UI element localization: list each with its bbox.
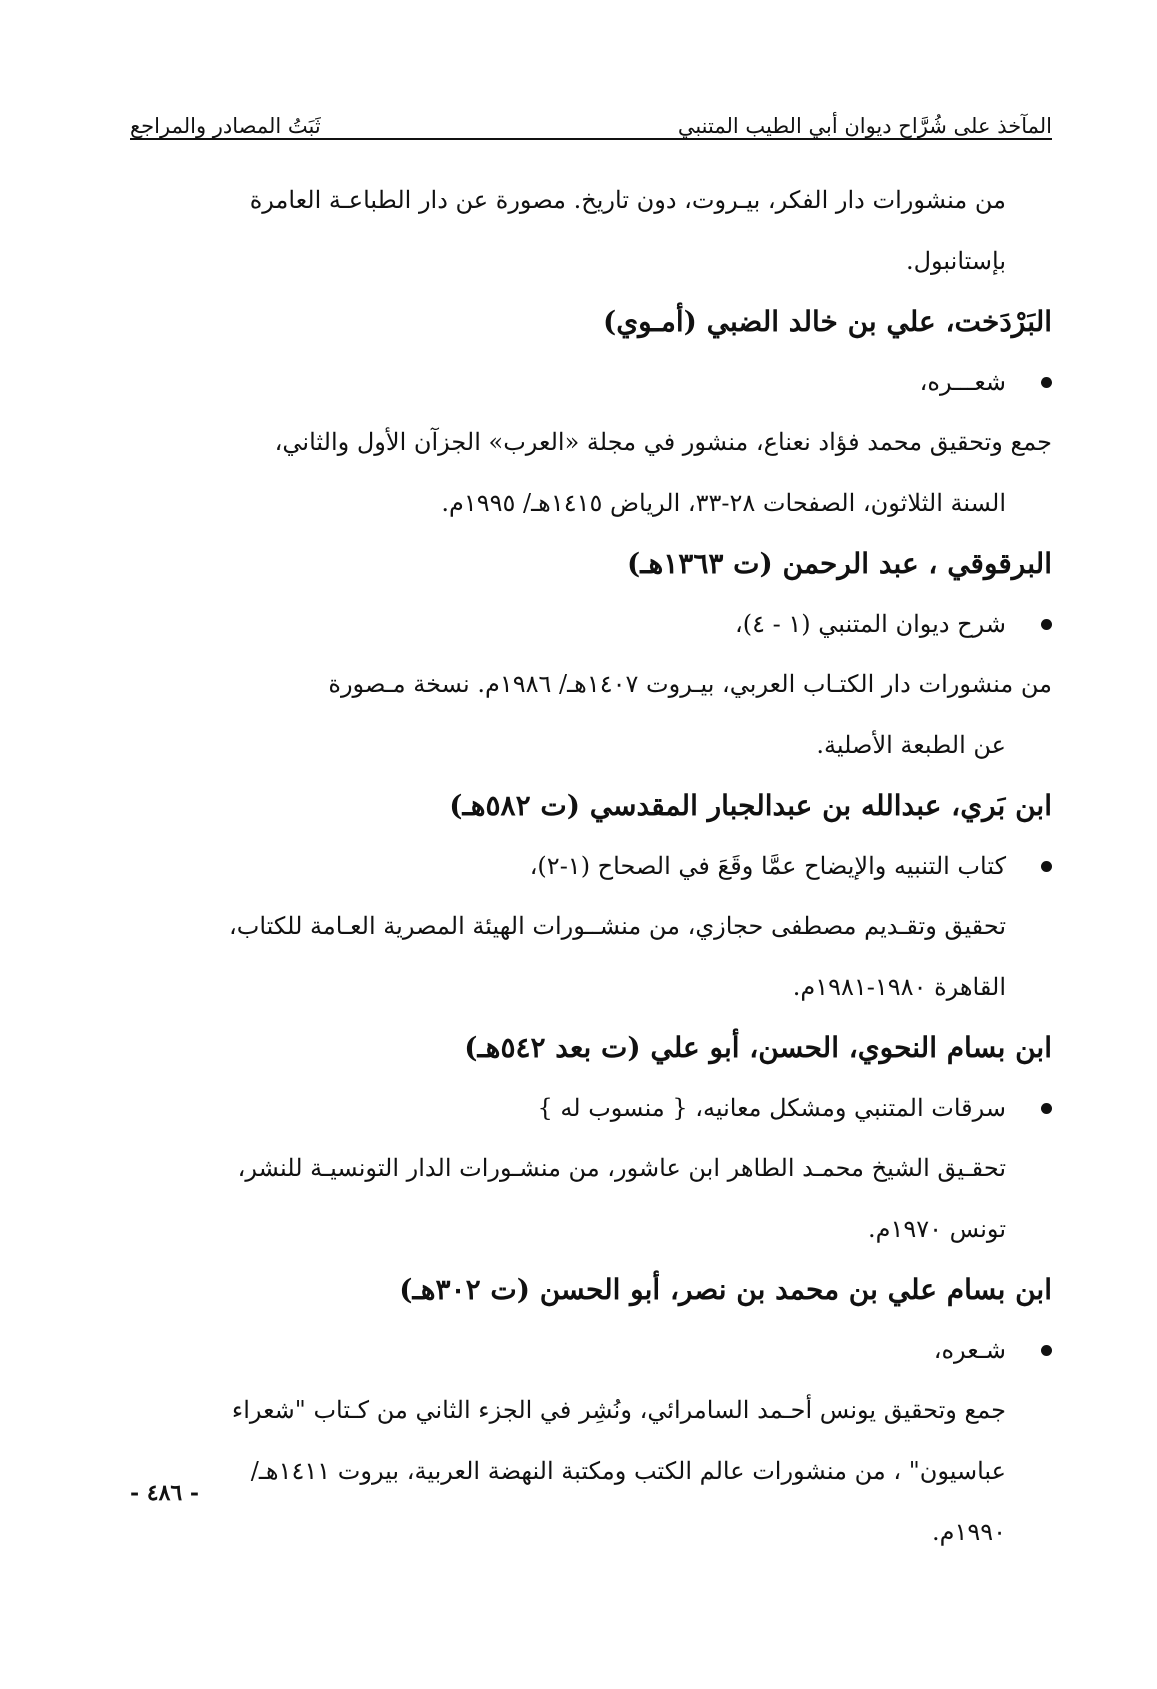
publication-line: السنة الثلاثون، الصفحات ٢٨-٣٣، الرياض ١٤١٥هـ/ ١٩٩٥م. xyxy=(441,489,1006,517)
work-title xyxy=(130,836,1052,896)
author-heading: البرقوقي ، عبد الرحمن (ت ١٣٦٣هـ) xyxy=(627,547,1052,580)
bullet-dot-icon xyxy=(1041,1103,1052,1114)
bullet-dot-icon xyxy=(1041,619,1052,630)
header-rule xyxy=(130,138,1052,140)
author-heading: ابن بَري، عبدالله بن عبدالجبار المقدسي (ت ٥٨٢هـ) xyxy=(449,789,1052,822)
work-title xyxy=(130,594,1052,654)
publication-line: تحقـيق الشيخ محمـد الطاهر ابن عاشور، من منشـورات الدار التونسيـة للنشر، xyxy=(237,1154,1006,1182)
bullet-dot-icon xyxy=(1041,377,1052,388)
publication-line: تحقيق وتقـديم مصطفى حجازي، من منشــورات الهيئة المصرية العـامة للكتاب، xyxy=(228,912,1006,940)
author-heading: البَرْدَخت، علي بن خالد الضبي (أمـوي) xyxy=(603,305,1052,338)
publication-line: جمع وتحقيق يونس أحـمد السامرائي، ونُشِر في الجزء الثاني من كـتاب "شعراء xyxy=(231,1396,1006,1424)
publication-line: عن الطبعة الأصلية. xyxy=(816,731,1006,759)
work-title-text: شـعره، xyxy=(933,1336,1006,1364)
publication-line: القاهرة ١٩٨٠-١٩٨١م. xyxy=(792,973,1006,1001)
publication-line: جمع وتحقيق محمد فؤاد نعناع، منشور في مجلة «العرب» الجزآن الأول والثاني، xyxy=(274,428,1052,456)
running-header xyxy=(130,96,1052,138)
header-section-title: ثَبَتُ المصادر والمراجع xyxy=(130,114,321,138)
bibliography-body xyxy=(130,170,1052,1563)
bullet-dot-icon xyxy=(1041,861,1052,872)
work-title-text: كتاب التنبيه والإيضاح عمَّا وقَعَ في الصحاح (١-٢)، xyxy=(529,852,1006,880)
work-title-text: شعـــره، xyxy=(919,368,1006,396)
work-title xyxy=(130,352,1052,412)
work-title-text: شرح ديوان المتنبي (١ - ٤)، xyxy=(734,610,1006,638)
intro-line: من منشورات دار الفكر، بيـروت، دون تاريخ. مصورة عن دار الطباعـة العامرة xyxy=(249,186,1006,214)
author-heading: ابن بسام علي بن محمد بن نصر، أبو الحسن (ت ٣٠٢هـ) xyxy=(399,1273,1052,1306)
publication-line: تونس ١٩٧٠م. xyxy=(867,1215,1006,1243)
bullet-dot-icon xyxy=(1041,1345,1052,1356)
publication-line: من منشورات دار الكتـاب العربي، بيـروت ١٤٠٧هـ/ ١٩٨٦م. نسخة مـصورة xyxy=(328,670,1052,698)
publication-line: ١٩٩٠م. xyxy=(931,1518,1006,1546)
publication-line: عباسيون" ، من منشورات عالم الكتب ومكتبة النهضة العربية، بيروت ١٤١١هـ/ xyxy=(250,1457,1006,1485)
page-number: - ٤٨٦ - xyxy=(130,1480,200,1506)
work-title xyxy=(130,1320,1052,1380)
header-book-title: المآخذ على شُرَّاح ديوان أبي الطيب المتنبي xyxy=(677,114,1052,138)
intro-line: بإستانبول. xyxy=(905,247,1006,275)
author-heading: ابن بسام النحوي، الحسن، أبو علي (ت بعد ٥٤٢هـ) xyxy=(464,1031,1052,1064)
work-title xyxy=(130,1078,1052,1138)
work-title-text: سرقات المتنبي ومشكل معانيه، { منسوب له } xyxy=(537,1094,1006,1122)
